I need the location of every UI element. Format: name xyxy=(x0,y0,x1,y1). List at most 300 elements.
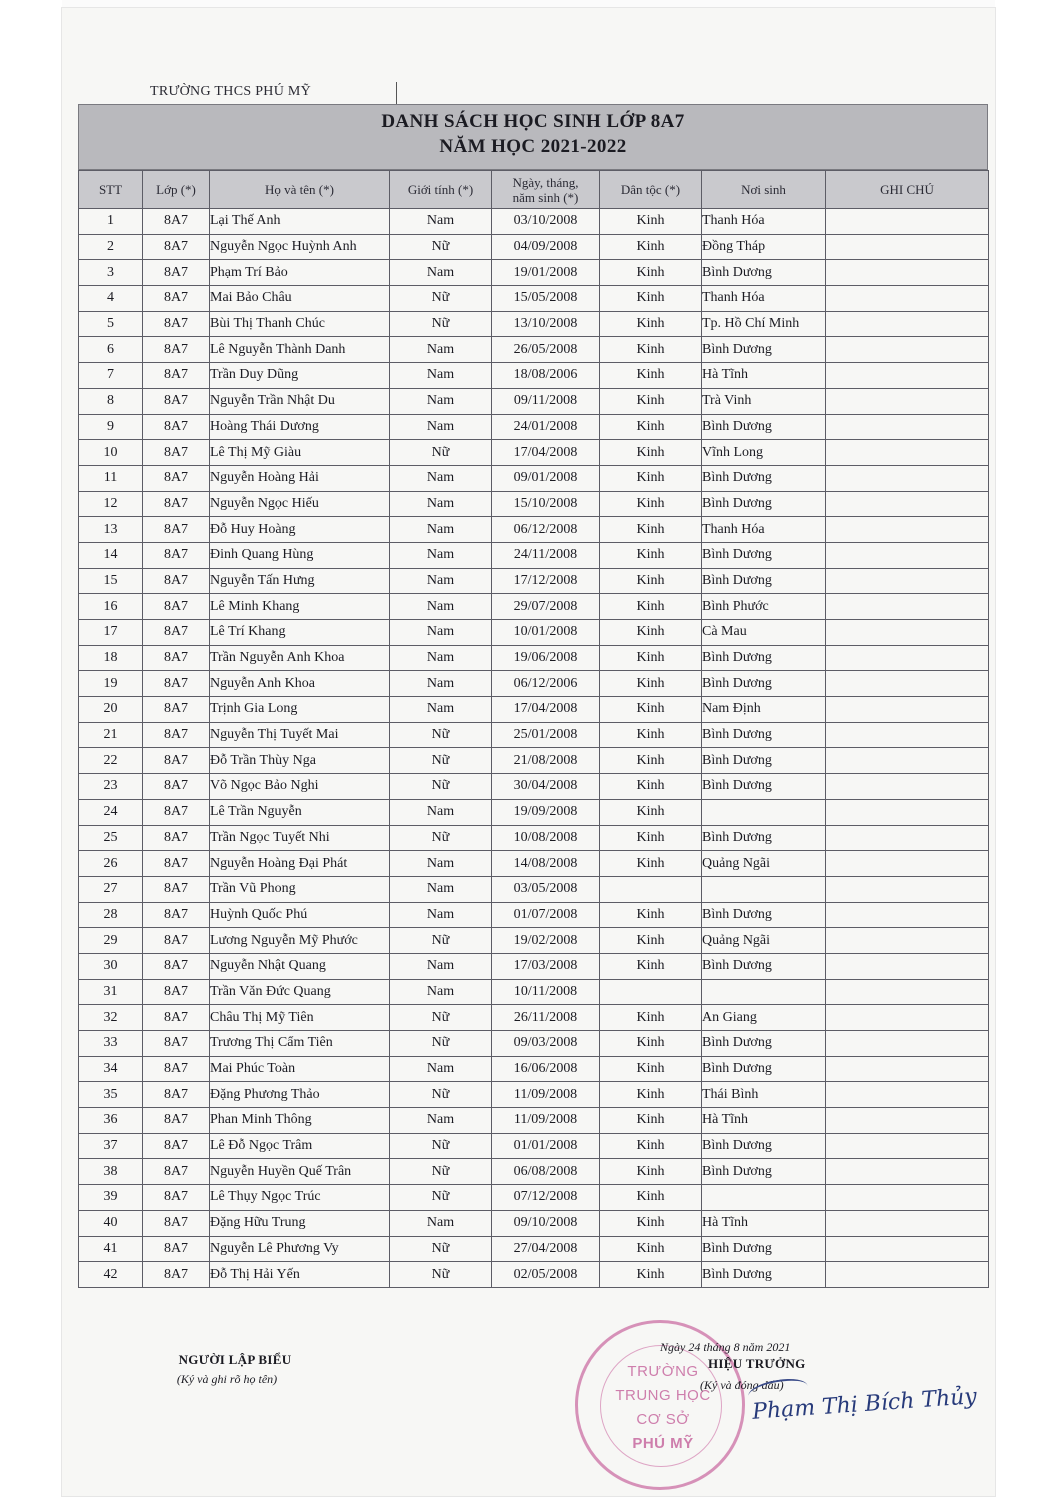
preparer-role: NGƯỜI LẬP BIỂU xyxy=(178,1352,292,1367)
cell-dob: 17/04/2008 xyxy=(492,697,600,723)
cell-stt: 3 xyxy=(79,260,143,286)
cell-ethnicity: Kinh xyxy=(600,414,702,440)
cell-dob: 19/09/2008 xyxy=(492,799,600,825)
cell-name: Lê Minh Khang xyxy=(210,594,390,620)
stamp-text-line1: TRƯỜNG xyxy=(627,1363,699,1380)
cell-stt: 41 xyxy=(79,1236,143,1262)
cell-class: 8A7 xyxy=(143,748,210,774)
cell-gender: Nam xyxy=(390,465,492,491)
cell-class: 8A7 xyxy=(143,542,210,568)
cell-dob: 01/07/2008 xyxy=(492,902,600,928)
cell-birthplace: Đồng Tháp xyxy=(702,234,826,260)
cell-name: Phan Minh Thông xyxy=(210,1108,390,1134)
cell-gender: Nam xyxy=(390,1210,492,1236)
cell-dob: 26/11/2008 xyxy=(492,1005,600,1031)
cell-stt: 8 xyxy=(79,388,143,414)
cell-stt: 17 xyxy=(79,620,143,646)
table-row xyxy=(79,568,989,594)
cell-name: Mai Bảo Châu xyxy=(210,286,390,312)
cell-name: Đỗ Huy Hoàng xyxy=(210,517,390,543)
cell-name: Nguyễn Hoàng Hải xyxy=(210,465,390,491)
cell-stt: 14 xyxy=(79,542,143,568)
cell-stt: 23 xyxy=(79,774,143,800)
cell-birthplace: Cà Mau xyxy=(702,620,826,646)
table-row xyxy=(79,414,989,440)
cell-gender: Nam xyxy=(390,260,492,286)
table-row xyxy=(79,645,989,671)
cell-gender: Nữ xyxy=(390,774,492,800)
cell-dob: 09/10/2008 xyxy=(492,1210,600,1236)
cell-name: Nguyễn Ngọc Hiếu xyxy=(210,491,390,517)
cell-name: Lê Trần Nguyễn xyxy=(210,799,390,825)
table-row xyxy=(79,876,989,902)
cell-dob: 15/10/2008 xyxy=(492,491,600,517)
stamp-text-line4: PHÚ MỸ xyxy=(632,1435,694,1452)
pen-mark xyxy=(396,82,397,104)
cell-name: Trần Duy Dũng xyxy=(210,363,390,389)
cell-stt: 6 xyxy=(79,337,143,363)
table-row xyxy=(79,363,989,389)
cell-class: 8A7 xyxy=(143,234,210,260)
cell-birthplace: Bình Dương xyxy=(702,337,826,363)
cell-dob: 10/11/2008 xyxy=(492,979,600,1005)
cell-class: 8A7 xyxy=(143,774,210,800)
col-header-ethnicity: Dân tộc (*) xyxy=(600,171,702,209)
table-row xyxy=(79,1082,989,1108)
cell-stt: 5 xyxy=(79,311,143,337)
cell-birthplace: Bình Dương xyxy=(702,645,826,671)
cell-dob: 10/08/2008 xyxy=(492,825,600,851)
title-band xyxy=(78,104,988,170)
cell-ethnicity: Kinh xyxy=(600,286,702,312)
cell-name: Lê Nguyễn Thành Danh xyxy=(210,337,390,363)
cell-gender: Nữ xyxy=(390,1262,492,1288)
cell-class: 8A7 xyxy=(143,1133,210,1159)
col-header-dob xyxy=(492,171,600,209)
cell-birthplace: Bình Dương xyxy=(702,542,826,568)
cell-note xyxy=(826,1056,989,1082)
cell-name: Nguyễn Lê Phương Vy xyxy=(210,1236,390,1262)
cell-note xyxy=(826,491,989,517)
cell-birthplace xyxy=(702,799,826,825)
table-row xyxy=(79,1236,989,1262)
cell-birthplace xyxy=(702,979,826,1005)
school-year: NĂM HỌC 2021-2022 xyxy=(439,136,627,157)
cell-stt: 39 xyxy=(79,1185,143,1211)
table-row xyxy=(79,1031,989,1057)
cell-name: Đinh Quang Hùng xyxy=(210,542,390,568)
cell-name: Trịnh Gia Long xyxy=(210,697,390,723)
table-row xyxy=(79,774,989,800)
cell-gender: Nam xyxy=(390,1108,492,1134)
cell-stt: 32 xyxy=(79,1005,143,1031)
col-header-class: Lớp (*) xyxy=(143,171,210,209)
cell-dob: 27/04/2008 xyxy=(492,1236,600,1262)
cell-gender: Nam xyxy=(390,491,492,517)
col-header-gender: Giới tính (*) xyxy=(390,171,492,209)
cell-ethnicity: Kinh xyxy=(600,1082,702,1108)
cell-dob: 13/10/2008 xyxy=(492,311,600,337)
cell-class: 8A7 xyxy=(143,388,210,414)
cell-ethnicity xyxy=(600,876,702,902)
cell-birthplace: Bình Dương xyxy=(702,465,826,491)
cell-birthplace: Bình Dương xyxy=(702,1236,826,1262)
cell-ethnicity xyxy=(600,979,702,1005)
table-row xyxy=(79,1108,989,1134)
cell-stt: 42 xyxy=(79,1262,143,1288)
cell-dob: 06/08/2008 xyxy=(492,1159,600,1185)
cell-ethnicity: Kinh xyxy=(600,363,702,389)
cell-stt: 12 xyxy=(79,491,143,517)
stamp-text-line2: TRUNG HỌC xyxy=(615,1387,711,1404)
cell-class: 8A7 xyxy=(143,465,210,491)
cell-class: 8A7 xyxy=(143,440,210,466)
cell-dob: 17/04/2008 xyxy=(492,440,600,466)
cell-gender: Nam xyxy=(390,1056,492,1082)
principal-note: (Ký và đóng dấu) xyxy=(700,1378,784,1392)
cell-ethnicity: Kinh xyxy=(600,620,702,646)
cell-ethnicity: Kinh xyxy=(600,748,702,774)
cell-note xyxy=(826,671,989,697)
cell-ethnicity: Kinh xyxy=(600,594,702,620)
cell-class: 8A7 xyxy=(143,697,210,723)
cell-stt: 21 xyxy=(79,722,143,748)
cell-gender: Nữ xyxy=(390,722,492,748)
cell-stt: 11 xyxy=(79,465,143,491)
cell-ethnicity: Kinh xyxy=(600,337,702,363)
table-row xyxy=(79,1133,989,1159)
table-row xyxy=(79,748,989,774)
cell-gender: Nữ xyxy=(390,748,492,774)
cell-gender: Nam xyxy=(390,414,492,440)
table-row xyxy=(79,440,989,466)
cell-note xyxy=(826,774,989,800)
cell-class: 8A7 xyxy=(143,876,210,902)
cell-ethnicity: Kinh xyxy=(600,953,702,979)
cell-name: Lê Trí Khang xyxy=(210,620,390,646)
cell-stt: 1 xyxy=(79,209,143,235)
cell-dob: 11/09/2008 xyxy=(492,1082,600,1108)
cell-class: 8A7 xyxy=(143,363,210,389)
cell-note xyxy=(826,337,989,363)
cell-name: Lê Thụy Ngọc Trúc xyxy=(210,1185,390,1211)
cell-dob: 10/01/2008 xyxy=(492,620,600,646)
cell-class: 8A7 xyxy=(143,722,210,748)
cell-gender: Nam xyxy=(390,671,492,697)
table-row xyxy=(79,620,989,646)
cell-ethnicity: Kinh xyxy=(600,568,702,594)
cell-stt: 4 xyxy=(79,286,143,312)
cell-note xyxy=(826,928,989,954)
cell-note xyxy=(826,517,989,543)
cell-name: Trần Vũ Phong xyxy=(210,876,390,902)
cell-name: Nguyễn Anh Khoa xyxy=(210,671,390,697)
cell-class: 8A7 xyxy=(143,1031,210,1057)
cell-name: Nguyễn Nhật Quang xyxy=(210,953,390,979)
cell-ethnicity: Kinh xyxy=(600,1262,702,1288)
cell-stt: 33 xyxy=(79,1031,143,1057)
cell-birthplace: Nam Định xyxy=(702,697,826,723)
cell-gender: Nam xyxy=(390,337,492,363)
cell-stt: 40 xyxy=(79,1210,143,1236)
table-row xyxy=(79,465,989,491)
cell-note xyxy=(826,542,989,568)
cell-ethnicity: Kinh xyxy=(600,260,702,286)
cell-ethnicity: Kinh xyxy=(600,851,702,877)
table-row xyxy=(79,1005,989,1031)
cell-dob: 30/04/2008 xyxy=(492,774,600,800)
cell-class: 8A7 xyxy=(143,260,210,286)
principal-signature: Phạm Thị Bích Thủy xyxy=(751,1384,978,1425)
table-row xyxy=(79,671,989,697)
cell-name: Mai Phúc Toàn xyxy=(210,1056,390,1082)
cell-note xyxy=(826,1005,989,1031)
cell-note xyxy=(826,209,989,235)
cell-note xyxy=(826,311,989,337)
table-row xyxy=(79,337,989,363)
cell-class: 8A7 xyxy=(143,1185,210,1211)
cell-note xyxy=(826,414,989,440)
col-header-birthplace: Nơi sinh xyxy=(702,171,826,209)
cell-note xyxy=(826,722,989,748)
cell-note xyxy=(826,953,989,979)
table-row xyxy=(79,209,989,235)
cell-name: Võ Ngọc Bảo Nghi xyxy=(210,774,390,800)
cell-gender: Nam xyxy=(390,645,492,671)
cell-class: 8A7 xyxy=(143,209,210,235)
cell-ethnicity: Kinh xyxy=(600,774,702,800)
cell-stt: 19 xyxy=(79,671,143,697)
table-row xyxy=(79,388,989,414)
cell-note xyxy=(826,1133,989,1159)
cell-class: 8A7 xyxy=(143,1082,210,1108)
cell-dob: 09/11/2008 xyxy=(492,388,600,414)
table-row xyxy=(79,1210,989,1236)
cell-note xyxy=(826,876,989,902)
table-row xyxy=(79,260,989,286)
cell-dob: 19/06/2008 xyxy=(492,645,600,671)
school-name: TRƯỜNG THCS PHÚ MỸ xyxy=(150,84,312,99)
cell-stt: 13 xyxy=(79,517,143,543)
cell-ethnicity: Kinh xyxy=(600,517,702,543)
cell-stt: 30 xyxy=(79,953,143,979)
cell-name: Lại Thế Anh xyxy=(210,209,390,235)
cell-name: Châu Thị Mỹ Tiên xyxy=(210,1005,390,1031)
table-header-row xyxy=(79,171,989,209)
cell-stt: 35 xyxy=(79,1082,143,1108)
cell-gender: Nữ xyxy=(390,1031,492,1057)
table-row xyxy=(79,311,989,337)
stamp-text-line3: CƠ SỞ xyxy=(636,1411,690,1428)
cell-class: 8A7 xyxy=(143,1159,210,1185)
cell-class: 8A7 xyxy=(143,311,210,337)
cell-gender: Nữ xyxy=(390,286,492,312)
cell-birthplace: Bình Dương xyxy=(702,414,826,440)
cell-name: Huỳnh Quốc Phú xyxy=(210,902,390,928)
cell-stt: 26 xyxy=(79,851,143,877)
cell-gender: Nam xyxy=(390,388,492,414)
cell-class: 8A7 xyxy=(143,953,210,979)
cell-note xyxy=(826,645,989,671)
cell-note xyxy=(826,851,989,877)
table-row xyxy=(79,953,989,979)
cell-birthplace: Trà Vinh xyxy=(702,388,826,414)
cell-class: 8A7 xyxy=(143,414,210,440)
cell-gender: Nữ xyxy=(390,1159,492,1185)
preparer-block xyxy=(170,1352,300,1387)
cell-stt: 15 xyxy=(79,568,143,594)
cell-ethnicity: Kinh xyxy=(600,209,702,235)
cell-ethnicity: Kinh xyxy=(600,465,702,491)
cell-stt: 29 xyxy=(79,928,143,954)
cell-dob: 26/05/2008 xyxy=(492,337,600,363)
cell-ethnicity: Kinh xyxy=(600,697,702,723)
cell-name: Nguyễn Trần Nhật Du xyxy=(210,388,390,414)
cell-birthplace: Bình Phước xyxy=(702,594,826,620)
cell-class: 8A7 xyxy=(143,928,210,954)
cell-birthplace: Bình Dương xyxy=(702,1056,826,1082)
cell-dob: 25/01/2008 xyxy=(492,722,600,748)
table-body xyxy=(79,209,989,1288)
cell-name: Lương Nguyễn Mỹ Phước xyxy=(210,928,390,954)
cell-class: 8A7 xyxy=(143,1056,210,1082)
cell-dob: 24/11/2008 xyxy=(492,542,600,568)
cell-dob: 04/09/2008 xyxy=(492,234,600,260)
cell-stt: 22 xyxy=(79,748,143,774)
cell-class: 8A7 xyxy=(143,671,210,697)
table-row xyxy=(79,1056,989,1082)
cell-note xyxy=(826,465,989,491)
cell-birthplace: Hà Tĩnh xyxy=(702,363,826,389)
cell-name: Lê Đỗ Ngọc Trâm xyxy=(210,1133,390,1159)
cell-stt: 7 xyxy=(79,363,143,389)
cell-birthplace: An Giang xyxy=(702,1005,826,1031)
col-header-name: Họ và tên (*) xyxy=(210,171,390,209)
cell-birthplace: Bình Dương xyxy=(702,902,826,928)
cell-dob: 06/12/2006 xyxy=(492,671,600,697)
table-row xyxy=(79,697,989,723)
cell-stt: 25 xyxy=(79,825,143,851)
cell-note xyxy=(826,1262,989,1288)
table-row xyxy=(79,851,989,877)
cell-dob: 02/05/2008 xyxy=(492,1262,600,1288)
cell-dob: 24/01/2008 xyxy=(492,414,600,440)
cell-gender: Nam xyxy=(390,799,492,825)
cell-birthplace: Vĩnh Long xyxy=(702,440,826,466)
cell-birthplace: Thanh Hóa xyxy=(702,286,826,312)
table-row xyxy=(79,491,989,517)
cell-ethnicity: Kinh xyxy=(600,902,702,928)
cell-dob: 01/01/2008 xyxy=(492,1133,600,1159)
cell-class: 8A7 xyxy=(143,491,210,517)
cell-class: 8A7 xyxy=(143,1108,210,1134)
cell-stt: 16 xyxy=(79,594,143,620)
cell-birthplace: Thanh Hóa xyxy=(702,209,826,235)
cell-ethnicity: Kinh xyxy=(600,1133,702,1159)
cell-name: Đặng Phương Thảo xyxy=(210,1082,390,1108)
cell-ethnicity: Kinh xyxy=(600,1210,702,1236)
cell-gender: Nam xyxy=(390,902,492,928)
table-row xyxy=(79,928,989,954)
cell-ethnicity: Kinh xyxy=(600,722,702,748)
cell-gender: Nam xyxy=(390,363,492,389)
cell-birthplace: Tp. Hồ Chí Minh xyxy=(702,311,826,337)
table-row xyxy=(79,517,989,543)
cell-class: 8A7 xyxy=(143,645,210,671)
cell-note xyxy=(826,568,989,594)
cell-birthplace: Bình Dương xyxy=(702,1133,826,1159)
cell-dob: 16/06/2008 xyxy=(492,1056,600,1082)
cell-ethnicity: Kinh xyxy=(600,542,702,568)
col-header-stt: STT xyxy=(79,171,143,209)
cell-dob: 21/08/2008 xyxy=(492,748,600,774)
cell-name: Đặng Hữu Trung xyxy=(210,1210,390,1236)
cell-birthplace xyxy=(702,1185,826,1211)
cell-ethnicity: Kinh xyxy=(600,825,702,851)
cell-ethnicity: Kinh xyxy=(600,1056,702,1082)
col-header-dob-line1: Ngày, tháng, xyxy=(512,174,579,190)
cell-gender: Nữ xyxy=(390,440,492,466)
cell-note xyxy=(826,1185,989,1211)
cell-name: Bùi Thị Thanh Chúc xyxy=(210,311,390,337)
cell-note xyxy=(826,286,989,312)
cell-note xyxy=(826,1108,989,1134)
cell-birthplace: Bình Dương xyxy=(702,1262,826,1288)
cell-birthplace: Quảng Ngãi xyxy=(702,928,826,954)
cell-ethnicity: Kinh xyxy=(600,311,702,337)
cell-gender: Nam xyxy=(390,542,492,568)
cell-birthplace: Bình Dương xyxy=(702,748,826,774)
cell-stt: 2 xyxy=(79,234,143,260)
principal-role: HIỆU TRƯỞNG xyxy=(708,1356,806,1371)
col-header-note: GHI CHÚ xyxy=(826,171,989,209)
cell-birthplace: Bình Dương xyxy=(702,1159,826,1185)
cell-gender: Nữ xyxy=(390,825,492,851)
cell-ethnicity: Kinh xyxy=(600,1236,702,1262)
table-row xyxy=(79,979,989,1005)
cell-ethnicity: Kinh xyxy=(600,928,702,954)
cell-gender: Nam xyxy=(390,979,492,1005)
student-roster-table xyxy=(78,170,989,1288)
cell-stt: 37 xyxy=(79,1133,143,1159)
cell-ethnicity: Kinh xyxy=(600,1108,702,1134)
cell-class: 8A7 xyxy=(143,851,210,877)
col-header-dob-line2: năm sinh (*) xyxy=(512,189,579,205)
cell-gender: Nữ xyxy=(390,1082,492,1108)
document-title: DANH SÁCH HỌC SINH LỚP 8A7 xyxy=(381,111,685,132)
cell-stt: 18 xyxy=(79,645,143,671)
cell-class: 8A7 xyxy=(143,979,210,1005)
cell-stt: 9 xyxy=(79,414,143,440)
cell-birthplace xyxy=(702,876,826,902)
cell-gender: Nam xyxy=(390,568,492,594)
cell-note xyxy=(826,799,989,825)
cell-name: Nguyễn Huyền Quế Trân xyxy=(210,1159,390,1185)
cell-note xyxy=(826,363,989,389)
cell-note xyxy=(826,979,989,1005)
cell-note xyxy=(826,234,989,260)
cell-ethnicity: Kinh xyxy=(600,1005,702,1031)
cell-birthplace: Thanh Hóa xyxy=(702,517,826,543)
cell-name: Nguyễn Thị Tuyết Mai xyxy=(210,722,390,748)
cell-dob: 15/05/2008 xyxy=(492,286,600,312)
cell-ethnicity: Kinh xyxy=(600,645,702,671)
cell-dob: 18/08/2006 xyxy=(492,363,600,389)
cell-gender: Nam xyxy=(390,953,492,979)
cell-note xyxy=(826,1031,989,1057)
cell-stt: 27 xyxy=(79,876,143,902)
table-row xyxy=(79,1159,989,1185)
